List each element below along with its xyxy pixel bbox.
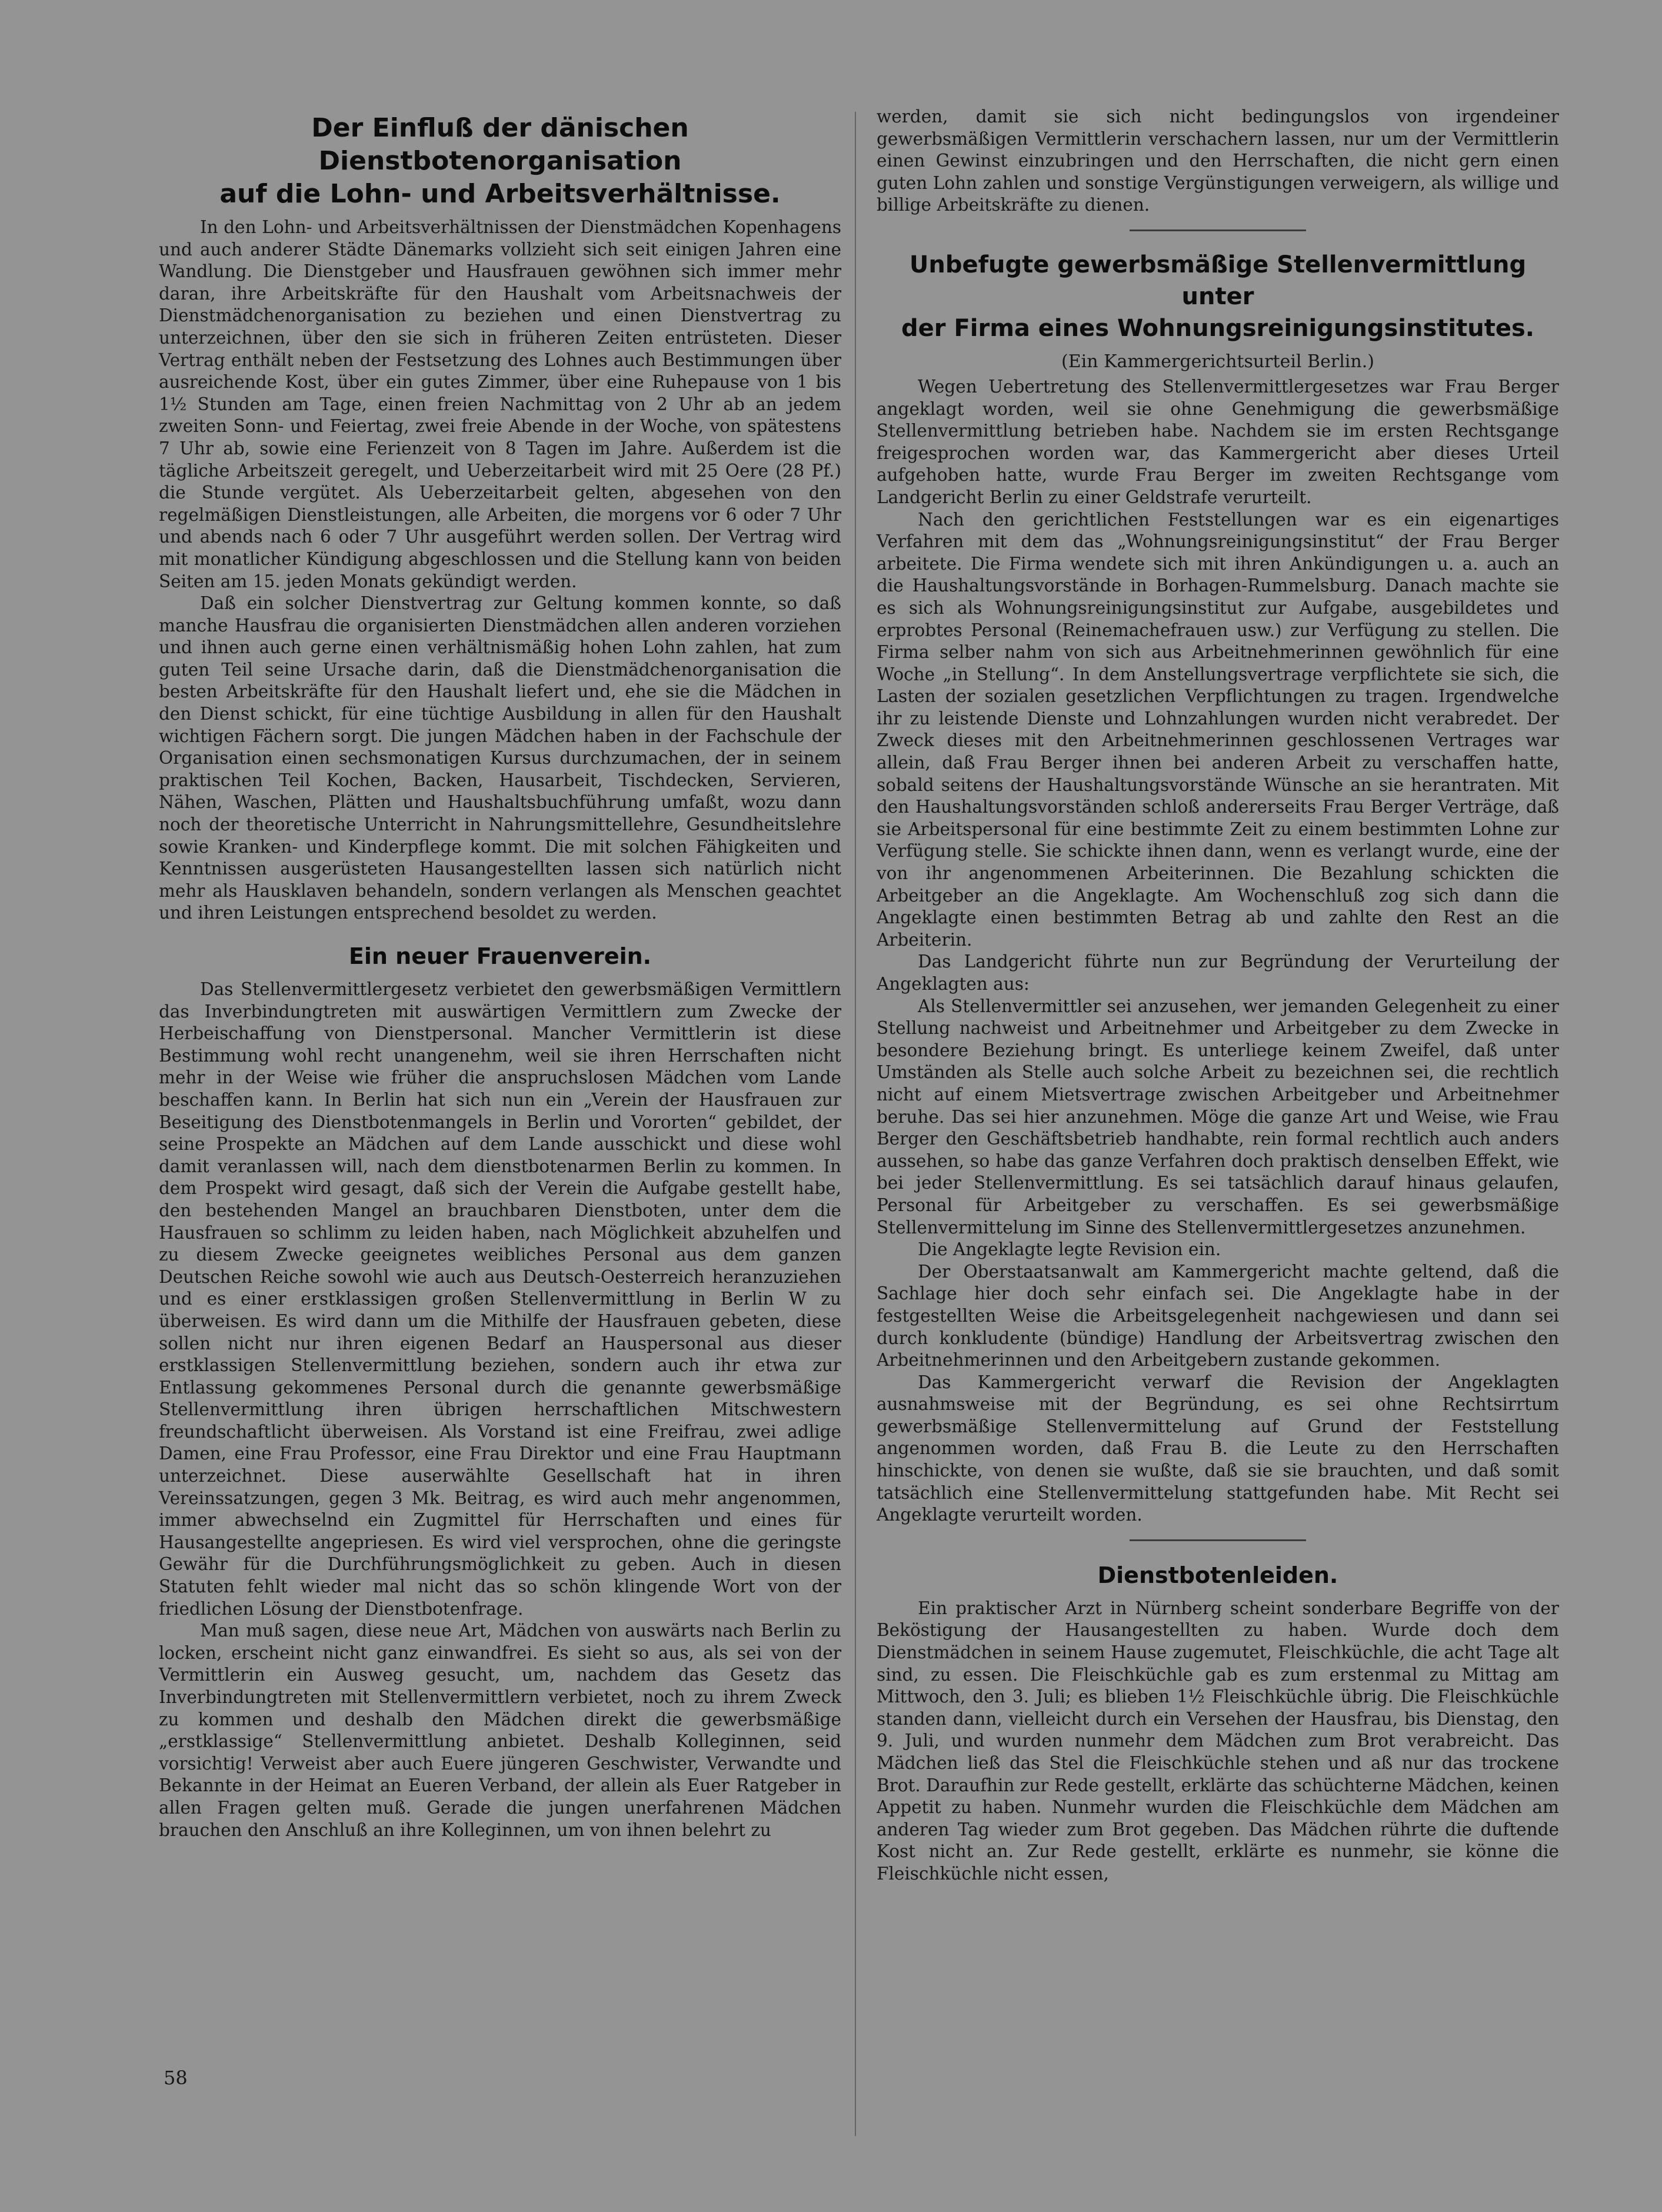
continued-paragraph: werden, damit sie sich nicht bedingungslos von irgendeiner gewerbsmäßigen Vermittlerin verschachern lassen, nur um der Vermittlerin einen Gewinst einzubringen und den Herrschaften, die nicht gern einen guten Lohn zahlen und sonstige Vergünstigungen verweigern, als willige und billige Arbeitskräfte zu dienen. <box>877 107 1559 215</box>
article-title <box>877 249 1559 344</box>
paragraph: Wegen Uebertretung des Stellenvermittlergesetzes war Frau Berger angeklagt worden, weil sie ohne Genehmigung die gewerbsmäßige Stellenvermittlung betrieben habe. Nachdem sie im ersten Rechtsgange freigesprochen worden war, das Kammergericht aber dieses Urteil aufgehoben hatte, wurde Frau Berger im zweiten Rechtsgange vom Landgericht Berlin zu einer Geldstrafe verurteilt. <box>877 376 1559 507</box>
article-dateline: (Ein Kammergerichtsurteil Berlin.) <box>1061 351 1374 372</box>
paragraph: Ein praktischer Arzt in Nürnberg scheint sonderbare Begriffe von der Beköstigung der Hausangestellten zu haben. Wurde doch dem Dienstmädchen in seinem Hause zugemutet, Fleischküchle, die acht Tage alt sind, zu essen. Die Fleischküchle gab es zum erstenmal zu Mittag am Mittwoch, den 3. Juli; es blieben 1½ Fleischküchle übrig. Die Fleischküchle standen dann, vielleicht durch ein Versehen der Hausfrau, bis Dienstag, den 9. Juli, und wurden nunmehr dem Mädchen zum Brot verabreicht. Das Mädchen ließ das Stel die Fleischküchle stehen und aß nur das trockene Brot. Daraufhin zur Rede gestellt, erklärte das schüchterne Mädchen, keinen Appetit zu haben. Nunmehr wurden die Fleischküchle dem Mädchen am anderen Tag wieder zum Brot gegeben. Das Mädchen rührte die duftende Kost nicht an. Zur Rede gestellt, erklärte es nunmehr, sie könne die Fleischküchle nicht essen, <box>877 1598 1559 1884</box>
paragraph: Die Angeklagte legte Revision ein. <box>918 1239 1221 1260</box>
paragraph: Der Oberstaatsanwalt am Kammergericht machte geltend, daß die Sachlage hier doch sehr einfach sei. Die Angeklagte habe in der festgestellten Weise die Arbeitsgelegenheit nachgewiesen und dann sei durch konkludente (bündige) Handlung der Arbeitsvertrag zwischen den Arbeitnehmerinnen und den Arbeitgebern zustande gekommen. <box>877 1261 1559 1371</box>
article-title: Ein neuer Frauenverein. <box>348 943 652 969</box>
paragraph: Nach den gerichtlichen Feststellungen war es ein eigenartiges Verfahren mit dem das „Wohnungsreinigungsinstitut“ der Frau Berger arbeitete. Die Firma wendete sich mit ihren Ankündigungen u. a. auch an die Haushaltungsvorstände in Borhagen-Rummelsburg. Danach machte sie es sich als Wohnungsreinigungsinstitut zur Aufgabe, ausgebildetes und erprobtes Personal (Reinemachefrauen usw.) zur Verfügung zu stellen. Die Firma selber nahm von sich aus Arbeitnehmerinnen gewöhnlich für eine Woche „in Stellung“. In dem Anstellungsvertrage verpflichtete sie sich, die Lasten der sozialen gesetzlichen Verpflichtungen zu tragen. Irgendwelche ihr zu leistende Dienste und Lohnzahlungen wurden nicht verabredet. Der Zweck dieses mit den Arbeitnehmerinnen geschlossenen Vertrages war allein, daß Frau Berger ihnen bei anderen Arbeit zu verschaffen hatte, sobald seitens der Haushaltungsvorstände Wünsche an sie herantraten. Mit den Haushaltungsvorständen schloß andererseits Frau Berger Verträge, daß sie Arbeitspersonal für eine bestimmte Zeit zu einem bestimmten Lohne zur Verfügung stelle. Sie schickte ihnen dann, wenn es verlangt wurde, eine der von ihr angenommenen Arbeiterinnen. Die Bezahlung schickten die Arbeitgeber an die Angeklagte. Am Wochenschluß zog sich dann die Angeklagte einen bestimmten Betrag ab und zahlte den Rest an die Arbeiterin. <box>877 509 1559 950</box>
section-divider <box>1130 229 1306 231</box>
article-title-line-1: Unbefugte gewerbsmäßige Stellenvermittlung unter <box>909 251 1527 310</box>
paragraph: Man muß sagen, diese neue Art, Mädchen von auswärts nach Berlin zu locken, erscheint nicht ganz einwandfrei. Es sieht so aus, als sei von der Vermittlerin ein Ausweg gesucht, um, nachdem das Gesetz das Inverbindungtreten mit Stellenvermittlern verbietet, noch zu ihrem Zweck zu kommen und deshalb den Mädchen direkt die gewerbsmäßige „erstklassige“ Stellenvermittlung anbietet. Deshalb Kolleginnen, seid vorsichtig! Verweist aber auch Euere jüngeren Geschwister, Verwandte und Bekannte in der Heimat an Eueren Verband, der allein als Euer Ratgeber in allen Fragen gelten muß. Gerade die jungen unerfahrenen Mädchen brauchen den Anschluß an ihre Kolleginnen, um von ihnen belehrt zu <box>159 1621 841 1840</box>
page-number: 58 <box>164 2067 188 2089</box>
article-title: Dienstbotenleiden. <box>1097 1562 1338 1588</box>
article-servant-hardships <box>877 1559 1559 1885</box>
paragraph: Als Stellenvermittler sei anzusehen, wer jemanden Gelegenheit zu einer Stellung nachweist und Arbeitnehmer und Arbeitgeber zu dem Zwecke in besondere Beziehung bringt. Es unterliege keinem Zweifel, daß unter Umständen als Stelle auch solche Arbeit zu bezeichnen sei, die rechtlich nicht auf einem Mietsvertrage zwischen Arbeitgeber und Arbeitnehmer beruhe. Das sei hier anzunehmen. Möge die ganze Art und Weise, wie Frau Berger den Geschäftsbetrieb handhabte, rein formal rechtlich auch anders aussehen, so habe das ganze Verfahren doch praktisch denselben Effekt, wie bei jeder Stellenvermittlung. Es sei tatsächlich darauf hinaus gelaufen, Personal für Arbeitgeber zu verschaffen. Es sei gewerbsmäßige Stellenvermittelung im Sinne des Stellenvermittlergesetzes anzunehmen. <box>877 996 1559 1238</box>
paragraph: In den Lohn- und Arbeitsverhältnissen der Dienstmädchen Kopenhagens und auch anderer Städte Dänemarks vollzieht sich seit einigen Jahren eine Wandlung. Die Dienstgeber und Hausfrauen gewöhnen sich immer mehr daran, ihre Arbeitskräfte für den Haushalt vom Arbeitsnachweis der Dienstmädchenorganisation zu beziehen und einen Dienstvertrag zu unterzeichnen, über den sie sich in früheren Zeiten entrüsteten. Dieser Vertrag enthält neben der Festsetzung des Lohnes auch Bestimmungen über ausreichende Kost, über ein gutes Zimmer, über eine Ruhepause von 1 bis 1½ Stunden am Tage, einen freien Nachmittag von 2 Uhr ab an jedem zweiten Sonn- und Feiertag, zwei freie Abende in der Woche, von spätestens 7 Uhr ab, sowie eine Ferienzeit von 8 Tagen im Jahre. Außerdem ist die tägliche Arbeitszeit geregelt, und Ueberzeitarbeit wird mit 25 Oere (28 Pf.) die Stunde vergütet. Als Ueberzeitarbeit gelten, abgesehen von den regelmäßigen Dienstleistungen, alle Arbeiten, die morgens vor 6 oder 7 Uhr und abends nach 6 oder 7 Uhr ausgeführt werden sollen. Der Vertrag wird mit monatlicher Kündigung abgeschlossen und die Stellung kann von beiden Seiten am 15. jeden Monats gekündigt werden. <box>159 217 841 591</box>
article-danish-organization <box>159 112 841 924</box>
article-unauthorized-placement <box>877 249 1559 1526</box>
article-title-line-2: auf die Lohn- und Arbeitsverhältnisse. <box>219 179 781 209</box>
article-title-line-2: der Firma eines Wohnungsreinigungsinstitutes. <box>901 314 1534 342</box>
paragraph: Das Kammergericht verwarf die Revision der Angeklagten ausnahmsweise mit der Begründung, es sei ohne Rechtsirrtum gewerbsmäßige Stellenvermittelung auf Grund der Feststellung angenommen worden, daß Frau B. die Leute zu den Herrschaften hinschickte, von denen sie wußte, daß sie sie brauchten, und daß somit tatsächlich eine Stellenvermittelung stattgefunden habe. Mit Recht sei Angeklagte verurteilt worden. <box>877 1372 1559 1525</box>
right-column <box>877 106 1559 1885</box>
article-new-womens-association <box>159 940 841 1841</box>
article-title-line-1: Der Einfluß der dänischen Dienstbotenorganisation <box>311 113 689 176</box>
spacer <box>159 924 841 940</box>
paragraph: Daß ein solcher Dienstvertrag zur Geltung kommen konnte, so daß manche Hausfrau die organisierten Dienstmädchen allen anderen vorziehen und ihnen auch gerne einen verhältnismäßig hohen Lohn zahlen, hat zum guten Teil seine Ursache darin, daß die Dienstmädchenorganisation die besten Arbeitskräfte für den Haushalt liefert und, ehe sie die Mädchen in den Dienst schickt, für eine tüchtige Ausbildung in allen für den Haushalt wichtigen Fächern sorgt. Die jungen Mädchen haben in der Fachschule der Organisation einen sechsmonatigen Kursus durchzumachen, der in seinem praktischen Teil Kochen, Backen, Hausarbeit, Tischdecken, Servieren, Nähen, Waschen, Plätten und Haushaltsbuchführung umfaßt, wozu dann noch der theoretische Unterricht in Nahrungsmittellehre, Gesundheitslehre sowie Kranken- und Kinderpflege kommt. Die mit solchen Fähigkeiten und Kenntnissen ausgerüsteten Hausangestellten lassen sich natürlich nicht mehr als Hausklaven behandeln, sondern verlangen als Menschen geachtet und ihren Leistungen entsprechend besoldet zu werden. <box>159 593 841 923</box>
left-column <box>159 112 841 1841</box>
paragraph: Das Landgericht führte nun zur Begründung der Verurteilung der Angeklagten aus: <box>877 952 1559 994</box>
article-title <box>159 112 841 211</box>
paragraph: Das Stellenvermittlergesetz verbietet den gewerbsmäßigen Vermittlern das Inverbindungtreten mit auswärtigen Vermittlern zum Zwecke der Herbeischaffung von Dienstpersonal. Mancher Vermittlerin ist diese Bestimmung wohl recht unangenehm, weil sie ihren Herrschaften nicht mehr in der Weise wie früher die anspruchslosen Mädchen vom Lande beschaffen kann. In Berlin hat sich nun ein „Verein der Hausfrauen zur Beseitigung des Dienstbotenmangels in Berlin und Vororten“ gebildet, der seine Prospekte an Mädchen auf dem Lande ausschickt und diese wohl damit veranlassen will, nach dem dienstbotenarmen Berlin zu kommen. In dem Prospekt wird gesagt, daß sich der Verein die Aufgabe gestellt habe, den bestehenden Mangel an brauchbaren Dienstboten, unter dem die Hausfrauen so schlimm zu leiden haben, nach Möglichkeit abzuhelfen und zu diesem Zwecke geeignetes weibliches Personal aus dem ganzen Deutschen Reiche sowohl wie auch aus Deutsch-Oesterreich heranzuziehen und es einer erstklassigen großen Stellenvermittlung in Berlin W zu überweisen. Es wird dann um die Mithilfe der Hausfrauen gebeten, diese sollen nicht nur ihren eigenen Bedarf an Hauspersonal aus dieser erstklassigen Stellenvermittlung beziehen, sondern auch ihr etwa zur Entlassung gekommenes Personal durch die genannte gewerbsmäßige Stellenvermittlung ihren übrigen herrschaftlichen Mitschwestern freundschaftlicht überweisen. Als Vorstand ist eine Freifrau, zwei adlige Damen, eine Frau Professor, eine Frau Direktor und eine Frau Hauptmann unterzeichnet. Diese auserwählte Gesellschaft hat in ihren Vereinssatzungen, gegen 3 Mk. Beitrag, es wird auch mehr angenommen, immer abwechselnd ein Zugmittel für Herrschaften und eines für Hausangestellte angepriesen. Es wird viel versprochen, ohne die geringste Gewähr für die Durchführungsmöglichkeit zu geben. Auch in diesen Statuten fehlt wieder mal nicht das so schön klingende Wort von der friedlichen Lösung der Dienstbotenfrage. <box>159 979 841 1619</box>
column-divider <box>855 112 856 2136</box>
section-divider <box>1130 1539 1306 1541</box>
